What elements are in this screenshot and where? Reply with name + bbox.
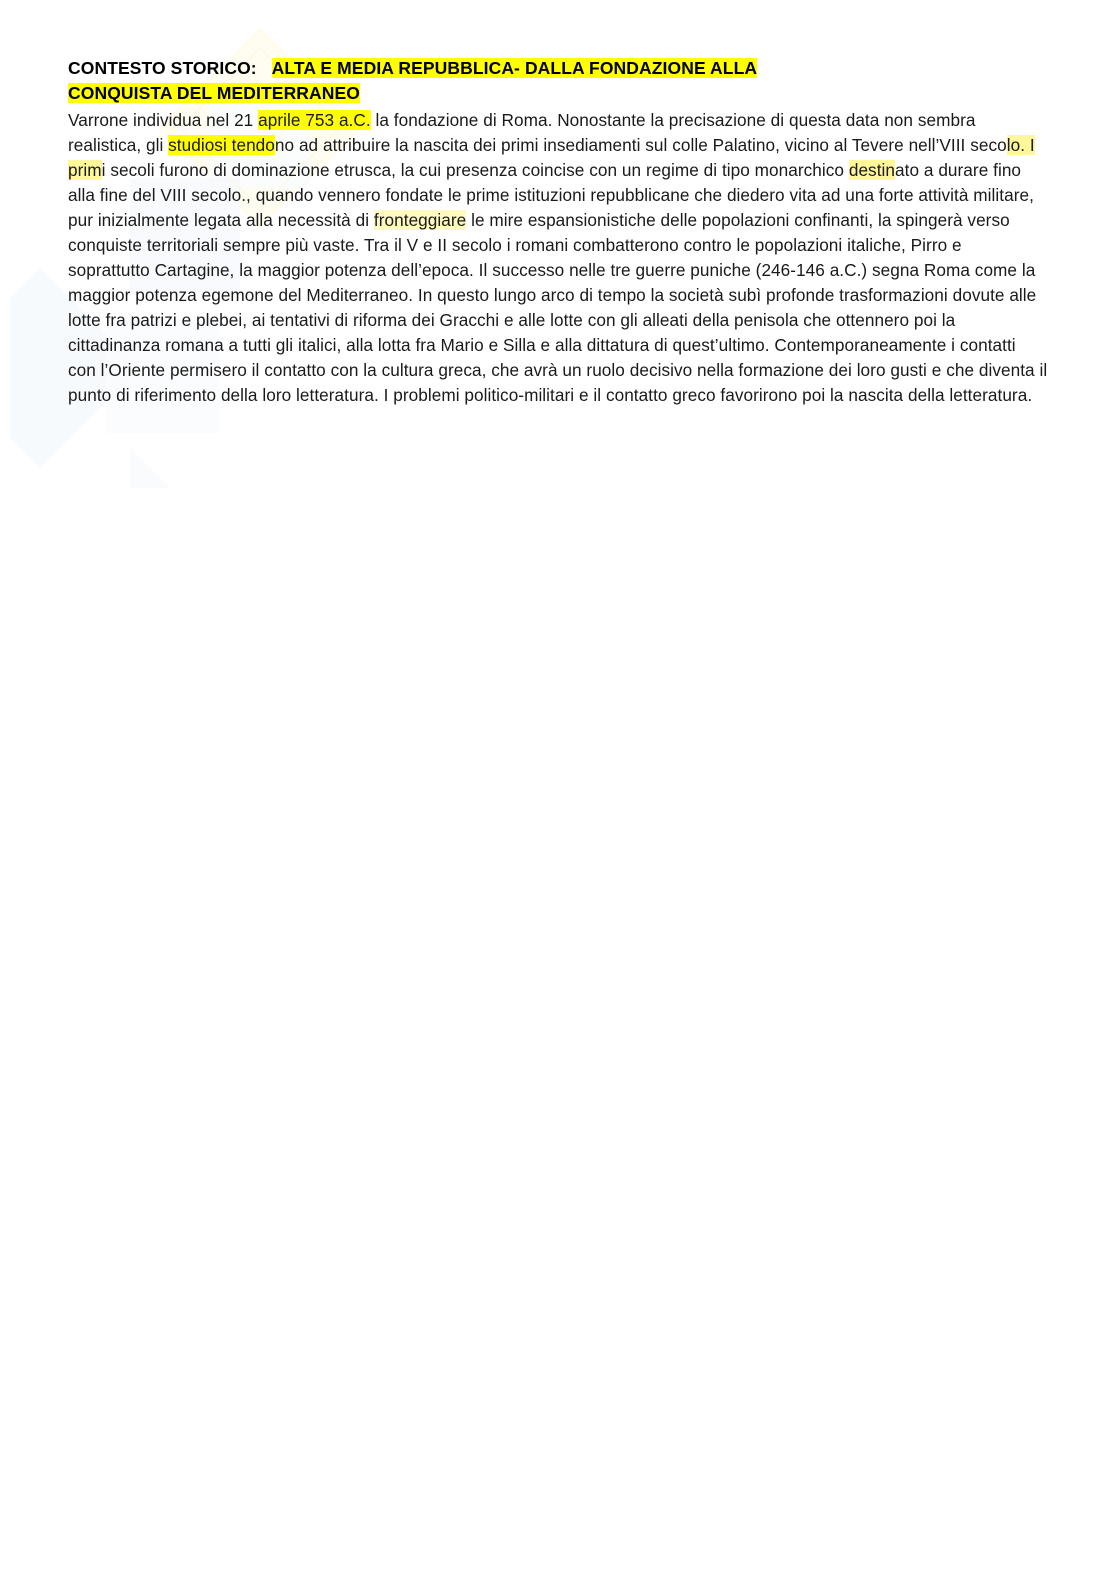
text-segment: Varrone individua nel 21 (68, 109, 259, 130)
highlighted-text-segment: lo. I prim (68, 134, 1035, 180)
text-segment: ato a durare fino alla fine del VIII secolo., quando vennero fondate le prime istituzioni repubblicane che diedero vita ad una forte attività militare, pur inizialmente legata alla necessità di (68, 159, 1034, 230)
body-paragraph (68, 108, 1048, 408)
text-segment: no ad attribuire la nascita dei primi insediamenti sul colle Palatino, vicino al Tevere nell’VIII (274, 134, 971, 155)
title-line-two: CONQUISTA DEL MEDITERRANEO (68, 83, 361, 104)
highlighted-text-segment: aprile 753 a.C. (258, 109, 371, 130)
document-content (68, 56, 1048, 408)
text-segment: la fondazione di Roma. Nonostante la precisazione di questa data non sembra realistica, gli (68, 109, 976, 155)
highlighted-text-segment: destin (848, 159, 896, 180)
highlighted-text-segment: studiosi tendo (168, 134, 275, 155)
highlighted-text-segment: fronteggiare (373, 209, 467, 230)
text-segment: le mire espansionistiche delle popolazioni confinanti, la spingerà verso conquiste territoriali sempre più vaste. Tra il V e II secolo i romani combatterono contro le popolazioni italiche, Pirro e soprattutto Cartagine, la maggior potenza dell’epoca. Il successo nelle tre guerre puniche (246-146 a.C.) segna Roma come la maggior potenza egemone del Mediterraneo. In questo lungo arco di tempo la società subì profonde trasformazioni dovute alle lotte fra patrizi e plebei, ai tentativi di riforma dei Gracchi e alle lotte con gli alleati della penisola che ottennero poi la cittadinanza romana a tutti gli italici, alla lotta fra Mario e Silla e alla dittatura di quest’ultimo. Contemporaneamente i contatti con l’Oriente permisero il contatto con la cultura greca, che avrà un ruolo decisivo nella formazione dei loro gusti e che diventa il punto di riferimento della loro letteratura. I problemi politico-militari e il contatto greco favorirono poi la nascita della letteratura. (68, 209, 1048, 405)
text-segment: seco (970, 134, 1007, 155)
title-highlight-part: ALTA E MEDIA REPUBBLICA- DALLA FONDAZIONE ALLA (271, 58, 758, 78)
page-title (68, 56, 1048, 107)
text-segment: i secoli furono di dominazione etrusca, la cui presenza coincise con un regime di tipo monarchico (101, 159, 849, 180)
title-prefix: CONTESTO STORICO: (68, 58, 257, 78)
